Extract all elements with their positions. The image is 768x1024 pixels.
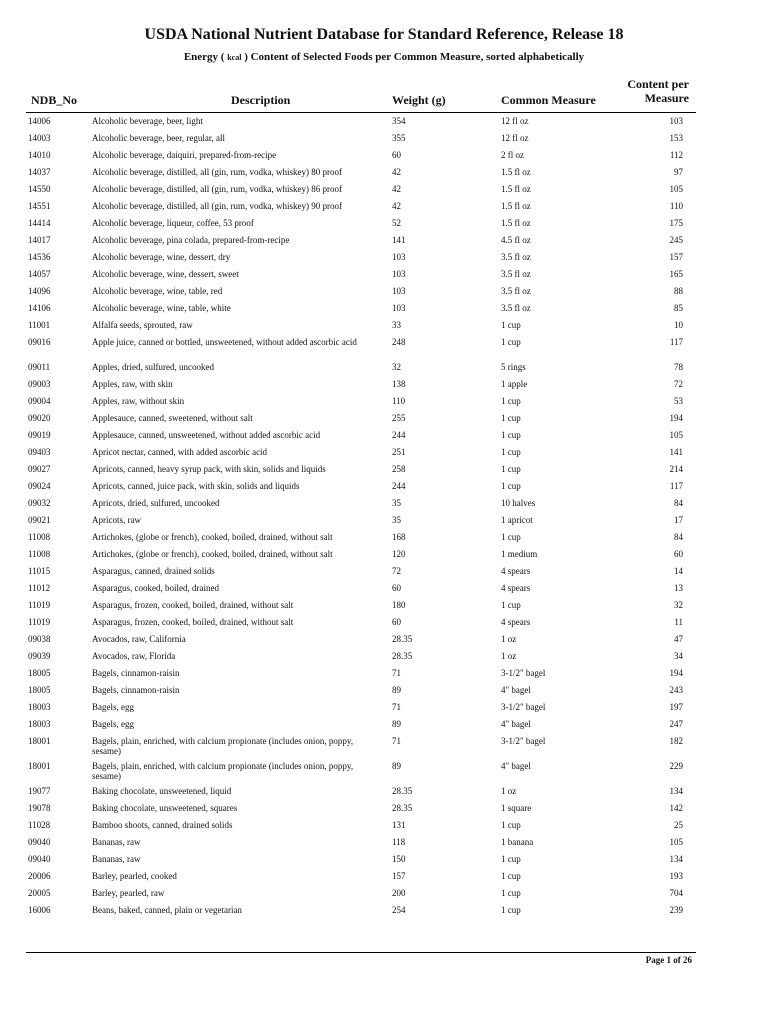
content-cell: 97 xyxy=(674,167,683,177)
content-cell: 103 xyxy=(669,116,683,126)
content-cell: 245 xyxy=(669,235,683,245)
ndb-cell: 14551 xyxy=(28,201,51,211)
table-row xyxy=(0,685,768,702)
weight-cell: 42 xyxy=(392,184,401,194)
ndb-cell: 11028 xyxy=(28,820,51,830)
ndb-cell: 11012 xyxy=(28,583,51,593)
weight-cell: 157 xyxy=(392,871,406,881)
ndb-cell: 18003 xyxy=(28,702,51,712)
description-cell: Asparagus, frozen, cooked, boiled, drained, without salt xyxy=(92,600,294,610)
ndb-cell: 14057 xyxy=(28,269,51,279)
weight-cell: 33 xyxy=(392,320,401,330)
weight-cell: 354 xyxy=(392,116,406,126)
weight-cell: 251 xyxy=(392,447,406,457)
description-cell: Avocados, raw, Florida xyxy=(92,651,176,661)
table-row xyxy=(0,133,768,150)
content-cell: 60 xyxy=(674,549,683,559)
column-header-content-line1: Content per xyxy=(627,77,689,91)
description-cell: Apricots, raw xyxy=(92,515,141,525)
content-cell: 141 xyxy=(669,447,683,457)
weight-cell: 28.35 xyxy=(392,651,413,661)
content-cell: 193 xyxy=(669,871,683,881)
ndb-cell: 09040 xyxy=(28,837,51,847)
description-cell: Bagels, plain, enriched, with calcium propionate (includes onion, poppy, sesame) xyxy=(92,736,354,756)
ndb-cell: 20006 xyxy=(28,871,51,881)
table-row xyxy=(0,617,768,634)
description-cell: Apples, raw, without skin xyxy=(92,396,185,406)
ndb-cell: 11001 xyxy=(28,320,51,330)
weight-cell: 71 xyxy=(392,668,401,678)
description-cell: Barley, pearled, raw xyxy=(92,888,165,898)
description-cell: Apricots, canned, heavy syrup pack, with skin, solids and liquids xyxy=(92,464,326,474)
table-row xyxy=(0,464,768,481)
ndb-cell: 09021 xyxy=(28,515,51,525)
common-measure-cell: 1 cup xyxy=(501,871,521,881)
content-cell: 72 xyxy=(674,379,683,389)
table-row xyxy=(0,786,768,803)
common-measure-cell: 4" bagel xyxy=(501,685,531,695)
table-row xyxy=(0,413,768,430)
column-header-weight: Weight (g) xyxy=(392,93,446,107)
description-cell: Bagels, cinnamon-raisin xyxy=(92,685,180,695)
ndb-cell: 09020 xyxy=(28,413,51,423)
common-measure-cell: 1 medium xyxy=(501,549,538,559)
table-row xyxy=(0,218,768,235)
weight-cell: 355 xyxy=(392,133,406,143)
weight-cell: 118 xyxy=(392,837,406,847)
ndb-cell: 11019 xyxy=(28,600,51,610)
content-cell: 194 xyxy=(669,413,683,423)
ndb-cell: 19078 xyxy=(28,803,51,813)
table-row xyxy=(0,888,768,905)
common-measure-cell: 4" bagel xyxy=(501,719,531,729)
description-cell: Asparagus, frozen, cooked, boiled, drained, without salt xyxy=(92,617,294,627)
content-cell: 85 xyxy=(674,303,683,313)
common-measure-cell: 1 cup xyxy=(501,413,521,423)
weight-cell: 35 xyxy=(392,515,401,525)
content-cell: 47 xyxy=(674,634,683,644)
table-row xyxy=(0,583,768,600)
weight-cell: 244 xyxy=(392,481,406,491)
content-cell: 214 xyxy=(669,464,683,474)
description-cell: Apple juice, canned or bottled, unsweetened, without added ascorbic acid xyxy=(92,337,357,347)
description-cell: Alcoholic beverage, beer, regular, all xyxy=(92,133,225,143)
common-measure-cell: 1 oz xyxy=(501,634,517,644)
weight-cell: 28.35 xyxy=(392,786,413,796)
ndb-cell: 09032 xyxy=(28,498,51,508)
common-measure-cell: 1 cup xyxy=(501,481,521,491)
column-header-content xyxy=(604,77,689,105)
ndb-cell: 14017 xyxy=(28,235,51,245)
weight-cell: 254 xyxy=(392,905,406,915)
content-cell: 14 xyxy=(674,566,683,576)
ndb-cell: 18005 xyxy=(28,668,51,678)
ndb-cell: 14003 xyxy=(28,133,51,143)
description-cell: Alcoholic beverage, daiquiri, prepared-from-recipe xyxy=(92,150,277,160)
food-table xyxy=(0,116,768,922)
weight-cell: 141 xyxy=(392,235,406,245)
common-measure-cell: 1 banana xyxy=(501,837,534,847)
weight-cell: 89 xyxy=(392,761,401,771)
common-measure-cell: 12 fl oz xyxy=(501,133,529,143)
table-row xyxy=(0,651,768,668)
common-measure-cell: 1 cup xyxy=(501,854,521,864)
ndb-cell: 14037 xyxy=(28,167,51,177)
table-row xyxy=(0,905,768,922)
description-cell: Alcoholic beverage, wine, table, red xyxy=(92,286,223,296)
ndb-cell: 20005 xyxy=(28,888,51,898)
common-measure-cell: 4 spears xyxy=(501,583,531,593)
description-cell: Baking chocolate, unsweetened, squares xyxy=(92,803,238,813)
common-measure-cell: 1 cup xyxy=(501,430,521,440)
description-cell: Barley, pearled, cooked xyxy=(92,871,177,881)
table-row xyxy=(0,184,768,201)
description-cell: Alcoholic beverage, wine, dessert, sweet xyxy=(92,269,239,279)
content-cell: 105 xyxy=(669,837,683,847)
ndb-cell: 09403 xyxy=(28,447,51,457)
content-cell: 134 xyxy=(669,854,683,864)
common-measure-cell: 1 oz xyxy=(501,786,517,796)
table-row xyxy=(0,235,768,252)
common-measure-cell: 1.5 fl oz xyxy=(501,218,531,228)
table-row xyxy=(0,634,768,651)
weight-cell: 103 xyxy=(392,269,406,279)
content-cell: 197 xyxy=(669,702,683,712)
footer-rule xyxy=(26,952,696,953)
table-row xyxy=(0,515,768,532)
description-cell: Alcoholic beverage, beer, light xyxy=(92,116,203,126)
ndb-cell: 09040 xyxy=(28,854,51,864)
table-row xyxy=(0,803,768,820)
ndb-cell: 09027 xyxy=(28,464,51,474)
content-cell: 84 xyxy=(674,498,683,508)
ndb-cell: 19077 xyxy=(28,786,51,796)
ndb-cell: 09024 xyxy=(28,481,51,491)
weight-cell: 71 xyxy=(392,702,401,712)
description-cell: Bananas, raw xyxy=(92,854,141,864)
subtitle-unit: kcal xyxy=(227,53,242,62)
content-cell: 10 xyxy=(674,320,683,330)
description-cell: Apples, raw, with skin xyxy=(92,379,173,389)
weight-cell: 180 xyxy=(392,600,406,610)
table-row xyxy=(0,481,768,498)
common-measure-cell: 1.5 fl oz xyxy=(501,201,531,211)
description-cell: Applesauce, canned, unsweetened, without added ascorbic acid xyxy=(92,430,321,440)
weight-cell: 42 xyxy=(392,167,401,177)
ndb-cell: 11015 xyxy=(28,566,51,576)
weight-cell: 89 xyxy=(392,685,401,695)
weight-cell: 52 xyxy=(392,218,401,228)
table-row xyxy=(0,150,768,167)
weight-cell: 168 xyxy=(392,532,406,542)
weight-cell: 258 xyxy=(392,464,406,474)
ndb-cell: 11008 xyxy=(28,549,51,559)
description-cell: Apricots, dried, sulfured, uncooked xyxy=(92,498,220,508)
description-cell: Alcoholic beverage, distilled, all (gin, rum, vodka, whiskey) 86 proof xyxy=(92,184,342,194)
column-header-content-line2: Measure xyxy=(644,91,689,105)
common-measure-cell: 4" bagel xyxy=(501,761,531,771)
report-title: USDA National Nutrient Database for Standard Reference, Release 18 xyxy=(144,26,624,43)
ndb-cell: 18003 xyxy=(28,719,51,729)
common-measure-cell: 1 cup xyxy=(501,600,521,610)
common-measure-cell: 12 fl oz xyxy=(501,116,529,126)
table-row xyxy=(0,269,768,286)
report-subtitle xyxy=(0,51,768,63)
common-measure-cell: 2 fl oz xyxy=(501,150,524,160)
table-row xyxy=(0,549,768,566)
content-cell: 239 xyxy=(669,905,683,915)
table-row xyxy=(0,668,768,685)
content-cell: 78 xyxy=(674,362,683,372)
table-row xyxy=(0,854,768,871)
common-measure-cell: 1 square xyxy=(501,803,532,813)
common-measure-cell: 1 cup xyxy=(501,320,521,330)
content-cell: 13 xyxy=(674,583,683,593)
subtitle-suffix: ) Content of Selected Foods per Common Measure, sorted alphabetically xyxy=(244,51,585,63)
table-row xyxy=(0,116,768,133)
weight-cell: 150 xyxy=(392,854,406,864)
common-measure-cell: 1 cup xyxy=(501,820,521,830)
ndb-cell: 11019 xyxy=(28,617,51,627)
common-measure-cell: 3-1/2" bagel xyxy=(501,736,546,746)
content-cell: 243 xyxy=(669,685,683,695)
content-cell: 175 xyxy=(669,218,683,228)
description-cell: Alcoholic beverage, liqueur, coffee, 53 proof xyxy=(92,218,254,228)
content-cell: 142 xyxy=(669,803,683,813)
description-cell: Alcoholic beverage, pina colada, prepared-from-recipe xyxy=(92,235,290,245)
weight-cell: 248 xyxy=(392,337,406,347)
ndb-cell: 11008 xyxy=(28,532,51,542)
table-row xyxy=(0,736,768,761)
content-cell: 105 xyxy=(669,430,683,440)
table-row xyxy=(0,702,768,719)
table-row xyxy=(0,362,768,379)
description-cell: Bamboo shoots, canned, drained solids xyxy=(92,820,233,830)
common-measure-cell: 3.5 fl oz xyxy=(501,269,531,279)
content-cell: 53 xyxy=(674,396,683,406)
page-number: Page 1 of 26 xyxy=(645,955,692,965)
weight-cell: 35 xyxy=(392,498,401,508)
weight-cell: 60 xyxy=(392,583,401,593)
table-row xyxy=(0,532,768,549)
description-cell: Alcoholic beverage, wine, table, white xyxy=(92,303,231,313)
common-measure-cell: 3-1/2" bagel xyxy=(501,668,546,678)
table-row xyxy=(0,286,768,303)
content-cell: 11 xyxy=(674,617,683,627)
weight-cell: 28.35 xyxy=(392,634,413,644)
weight-cell: 244 xyxy=(392,430,406,440)
table-row xyxy=(0,303,768,320)
common-measure-cell: 3.5 fl oz xyxy=(501,303,531,313)
table-row xyxy=(0,320,768,337)
ndb-cell: 16006 xyxy=(28,905,51,915)
content-cell: 34 xyxy=(674,651,683,661)
weight-cell: 255 xyxy=(392,413,406,423)
common-measure-cell: 1.5 fl oz xyxy=(501,167,531,177)
content-cell: 105 xyxy=(669,184,683,194)
table-row xyxy=(0,566,768,583)
common-measure-cell: 1 cup xyxy=(501,905,521,915)
content-cell: 247 xyxy=(669,719,683,729)
weight-cell: 110 xyxy=(392,396,406,406)
ndb-cell: 14006 xyxy=(28,116,51,126)
subtitle-prefix: Energy ( xyxy=(183,51,225,63)
weight-cell: 89 xyxy=(392,719,401,729)
weight-cell: 28.35 xyxy=(392,803,413,813)
weight-cell: 120 xyxy=(392,549,406,559)
common-measure-cell: 1.5 fl oz xyxy=(501,184,531,194)
table-row xyxy=(0,430,768,447)
column-header-ndb: NDB_No xyxy=(31,93,78,107)
ndb-cell: 09039 xyxy=(28,651,51,661)
weight-cell: 32 xyxy=(392,362,401,372)
content-cell: 229 xyxy=(669,761,683,771)
description-cell: Asparagus, canned, drained solids xyxy=(92,566,215,576)
weight-cell: 103 xyxy=(392,252,406,262)
content-cell: 25 xyxy=(674,820,683,830)
ndb-cell: 18005 xyxy=(28,685,51,695)
content-cell: 117 xyxy=(669,337,683,347)
description-cell: Bagels, egg xyxy=(92,719,134,729)
description-cell: Avocados, raw, California xyxy=(92,634,186,644)
column-header-description: Description xyxy=(231,93,291,107)
common-measure-cell: 3-1/2" bagel xyxy=(501,702,546,712)
content-cell: 112 xyxy=(669,150,683,160)
content-cell: 157 xyxy=(669,252,683,262)
content-cell: 134 xyxy=(669,786,683,796)
common-measure-cell: 1 cup xyxy=(501,888,521,898)
content-cell: 88 xyxy=(674,286,683,296)
content-cell: 84 xyxy=(674,532,683,542)
content-cell: 194 xyxy=(669,668,683,678)
table-row xyxy=(0,167,768,184)
content-cell: 153 xyxy=(669,133,683,143)
common-measure-cell: 1 cup xyxy=(501,396,521,406)
common-measure-cell: 1 cup xyxy=(501,337,521,347)
description-cell: Bananas, raw xyxy=(92,837,141,847)
description-cell: Bagels, egg xyxy=(92,702,134,712)
ndb-cell: 14106 xyxy=(28,303,51,313)
description-cell: Bagels, plain, enriched, with calcium propionate (includes onion, poppy, sesame) xyxy=(92,761,354,781)
description-cell: Alcoholic beverage, wine, dessert, dry xyxy=(92,252,231,262)
content-cell: 165 xyxy=(669,269,683,279)
table-row xyxy=(0,201,768,218)
content-cell: 110 xyxy=(669,201,683,211)
ndb-cell: 14010 xyxy=(28,150,51,160)
content-cell: 117 xyxy=(669,481,683,491)
description-cell: Applesauce, canned, sweetened, without salt xyxy=(92,413,253,423)
common-measure-cell: 4 spears xyxy=(501,617,531,627)
weight-cell: 200 xyxy=(392,888,406,898)
ndb-cell: 09004 xyxy=(28,396,51,406)
common-measure-cell: 1 apricot xyxy=(501,515,533,525)
weight-cell: 131 xyxy=(392,820,406,830)
table-row xyxy=(0,396,768,413)
common-measure-cell: 1 oz xyxy=(501,651,517,661)
ndb-cell: 09016 xyxy=(28,337,51,347)
ndb-cell: 09038 xyxy=(28,634,51,644)
common-measure-cell: 4 spears xyxy=(501,566,531,576)
header-rule xyxy=(26,112,696,113)
table-row xyxy=(0,600,768,617)
ndb-cell: 09019 xyxy=(28,430,51,440)
table-row xyxy=(0,379,768,396)
description-cell: Apricot nectar, canned, with added ascorbic acid xyxy=(92,447,268,457)
description-cell: Alfalfa seeds, sprouted, raw xyxy=(92,320,193,330)
weight-cell: 60 xyxy=(392,617,401,627)
ndb-cell: 18001 xyxy=(28,736,51,746)
common-measure-cell: 3.5 fl oz xyxy=(501,252,531,262)
table-row xyxy=(0,447,768,464)
weight-cell: 71 xyxy=(392,736,401,746)
description-cell: Alcoholic beverage, distilled, all (gin, rum, vodka, whiskey) 80 proof xyxy=(92,167,342,177)
ndb-cell: 14536 xyxy=(28,252,51,262)
ndb-cell: 14414 xyxy=(28,218,51,228)
description-cell: Alcoholic beverage, distilled, all (gin, rum, vodka, whiskey) 90 proof xyxy=(92,201,342,211)
description-cell: Artichokes, (globe or french), cooked, boiled, drained, without salt xyxy=(92,532,333,542)
weight-cell: 42 xyxy=(392,201,401,211)
column-header-common-measure: Common Measure xyxy=(501,93,596,107)
common-measure-cell: 10 halves xyxy=(501,498,536,508)
common-measure-cell: 1 cup xyxy=(501,447,521,457)
description-cell: Asparagus, cooked, boiled, drained xyxy=(92,583,219,593)
table-row xyxy=(0,837,768,854)
description-cell: Baking chocolate, unsweetened, liquid xyxy=(92,786,232,796)
common-measure-cell: 1 cup xyxy=(501,464,521,474)
content-cell: 17 xyxy=(674,515,683,525)
ndb-cell: 14096 xyxy=(28,286,51,296)
description-cell: Apricots, canned, juice pack, with skin, solids and liquids xyxy=(92,481,300,491)
description-cell: Artichokes, (globe or french), cooked, boiled, drained, without salt xyxy=(92,549,333,559)
content-cell: 704 xyxy=(669,888,683,898)
weight-cell: 138 xyxy=(392,379,406,389)
weight-cell: 103 xyxy=(392,286,406,296)
table-row xyxy=(0,761,768,786)
content-cell: 182 xyxy=(669,736,683,746)
description-cell: Beans, baked, canned, plain or vegetarian xyxy=(92,905,242,915)
common-measure-cell: 1 cup xyxy=(501,532,521,542)
common-measure-cell: 5 rings xyxy=(501,362,526,372)
table-row xyxy=(0,337,768,362)
table-row xyxy=(0,252,768,269)
table-row xyxy=(0,820,768,837)
weight-cell: 60 xyxy=(392,150,401,160)
ndb-cell: 18001 xyxy=(28,761,51,771)
description-cell: Apples, dried, sulfured, uncooked xyxy=(92,362,214,372)
table-row xyxy=(0,719,768,736)
ndb-cell: 14550 xyxy=(28,184,51,194)
table-row xyxy=(0,498,768,515)
ndb-cell: 09011 xyxy=(28,362,51,372)
weight-cell: 103 xyxy=(392,303,406,313)
common-measure-cell: 4.5 fl oz xyxy=(501,235,531,245)
table-row xyxy=(0,871,768,888)
weight-cell: 72 xyxy=(392,566,401,576)
common-measure-cell: 3.5 fl oz xyxy=(501,286,531,296)
ndb-cell: 09003 xyxy=(28,379,51,389)
content-cell: 32 xyxy=(674,600,683,610)
common-measure-cell: 1 apple xyxy=(501,379,528,389)
description-cell: Bagels, cinnamon-raisin xyxy=(92,668,180,678)
